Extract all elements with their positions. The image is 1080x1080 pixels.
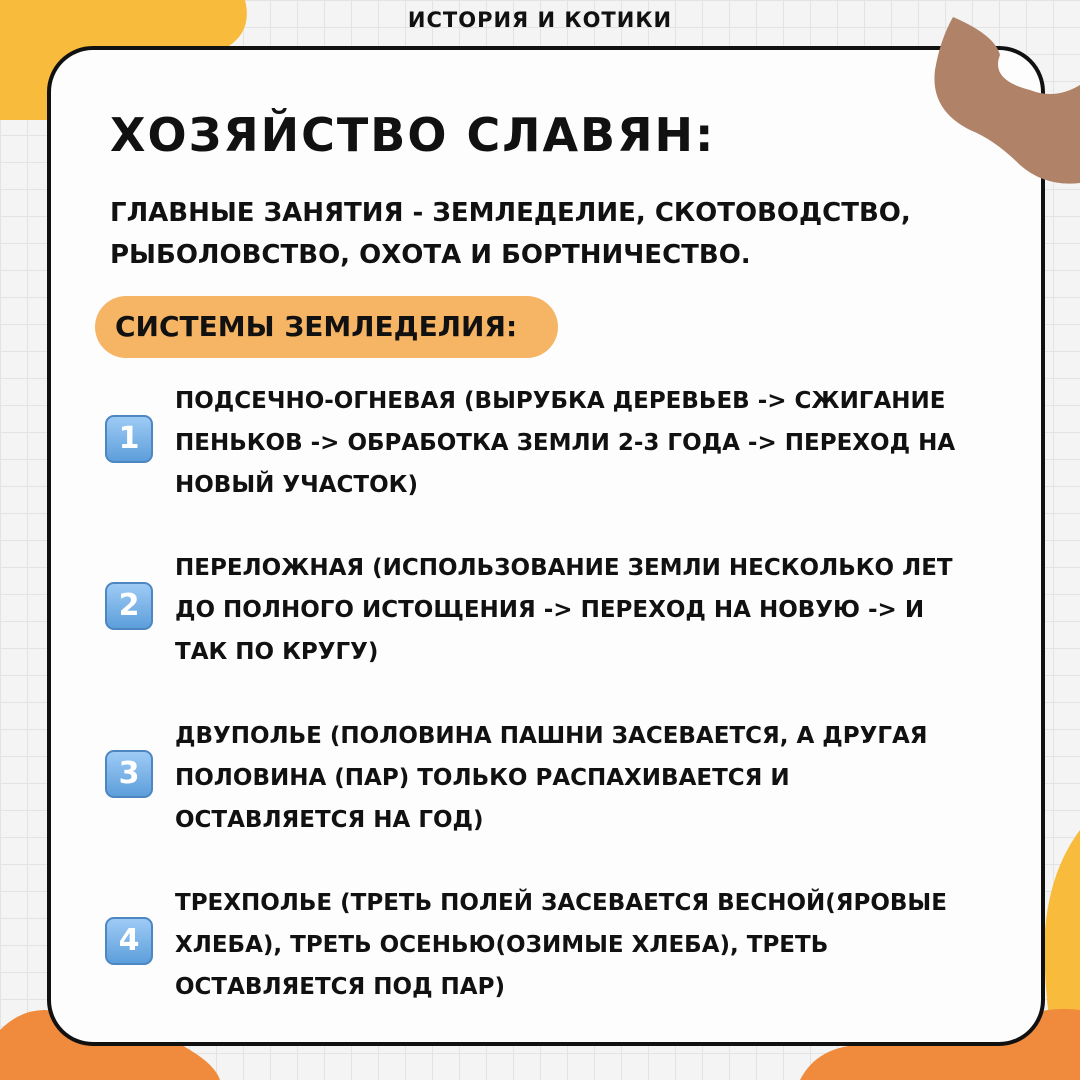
list-item-text: ДВУПОЛЬЕ (ПОЛОВИНА ПАШНИ ЗАСЕВАЕТСЯ, А ДРУГАЯ ПОЛОВИНА (ПАР) ТОЛЬКО РАСПАХИВАЕТСЯ И ОСТАВЛЯЕТСЯ НА ГОД) bbox=[175, 723, 928, 833]
list-item-text: ТРЕХПОЛЬЕ (ТРЕТЬ ПОЛЕЙ ЗАСЕВАЕТСЯ ВЕСНОЙ(ЯРОВЫЕ ХЛЕБА), ТРЕТЬ ОСЕНЬЮ(ОЗИМЫЕ ХЛЕБА), ТРЕТЬ ОСТАВЛЯЕТСЯ ПОД ПАР) bbox=[175, 890, 947, 1000]
list-item bbox=[105, 715, 975, 845]
list-item bbox=[105, 380, 975, 510]
list-item-text: ПЕРЕЛОЖНАЯ (ИСПОЛЬЗОВАНИЕ ЗЕМЛИ НЕСКОЛЬКО ЛЕТ ДО ПОЛНОГО ИСТОЩЕНИЯ -> ПЕРЕХОД НА НОВУЮ -> И ТАК ПО КРУГУ) bbox=[175, 555, 953, 665]
decor-blob-top-right bbox=[925, 15, 1080, 185]
list-item bbox=[105, 882, 975, 1012]
number-4-icon: 4 bbox=[105, 917, 153, 965]
number-1-icon: 1 bbox=[105, 415, 153, 463]
list-item-text: ПОДСЕЧНО-ОГНЕВАЯ (ВЫРУБКА ДЕРЕВЬЕВ -> СЖИГАНИЕ ПЕНЬКОВ -> ОБРАБОТКА ЗЕМЛИ 2-3 ГОДА -> ПЕРЕХОД НА НОВЫЙ УЧАСТОК) bbox=[175, 388, 956, 498]
section-label-pill bbox=[95, 296, 558, 358]
number-3-icon: 3 bbox=[105, 750, 153, 798]
page-title: ХОЗЯЙСТВО СЛАВЯН: bbox=[110, 108, 716, 162]
number-2-icon: 2 bbox=[105, 582, 153, 630]
page-subtitle: ГЛАВНЫЕ ЗАНЯТИЯ - ЗЕМЛЕДЕЛИЕ, СКОТОВОДСТВО, РЫБОЛОВСТВО, ОХОТА И БОРТНИЧЕСТВО. bbox=[110, 198, 911, 270]
list-item bbox=[105, 547, 975, 677]
section-label: СИСТЕМЫ ЗЕМЛЕДЕЛИЯ: bbox=[115, 310, 518, 343]
brand-header: ИСТОРИЯ И КОТИКИ bbox=[407, 8, 673, 32]
